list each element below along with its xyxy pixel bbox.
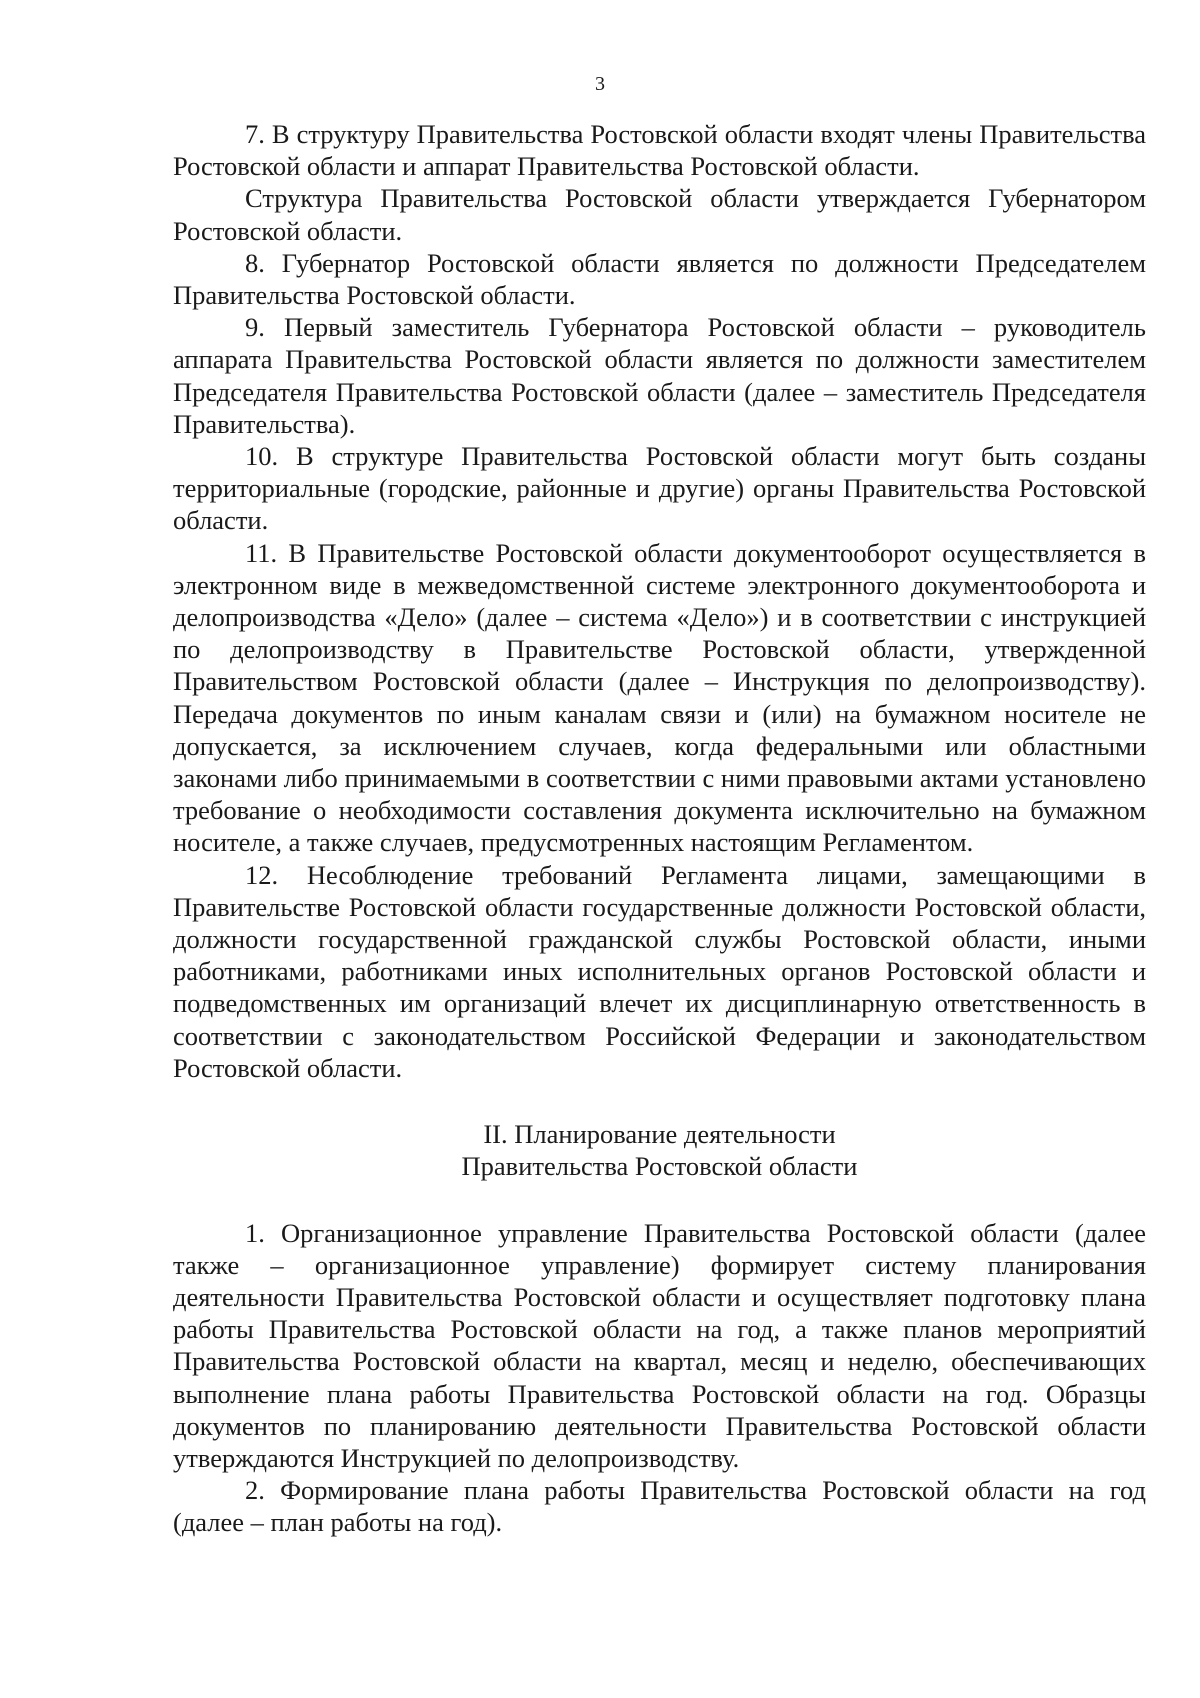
paragraph-8: 8. Губернатор Ростовской области является по должности Председателем Правительства Ростовской области. [173, 247, 1146, 311]
paragraph-10: 10. В структуре Правительства Ростовской области могут быть созданы территориальные (городские, районные и другие) органы Правительства Ростовской области. [173, 441, 1146, 536]
paragraph-12: 12. Несоблюдение требований Регламента лицами, замещающими в Правительстве Ростовской области государственные должности Ростовской области, должности государственной гражданской службы Ростовской области, иными работниками, работниками иных исполнительных органов Ростовской области и подведомственных им организаций влечет их дисциплинарную ответственность в соответствии с законодательством Российской Федерации и законодательством Ростовской области. [173, 859, 1146, 1083]
section2-paragraph-1: 1. Организационное управление Правительства Ростовской области (далее также – организационное управление) формирует систему планирования деятельности Правительства Ростовской области и осуществляет подготовку плана работы Правительства Ростовской области на год, а также планов мероприятий Правительства Ростовской области на квартал, месяц и неделю, обеспечивающих выполнение плана работы Правительства Ростовской области на год. Образцы документов по планированию деятельности Правительства Ростовской области утверждаются Инструкцией по делопроизводству. [173, 1217, 1146, 1473]
paragraph-11: 11. В Правительстве Ростовской области документооборот осуществляется в электронном виде в межведомственной системе электронного документооборота и делопроизводства «Дело» (далее – система «Дело») и в соответствии с инструкцией по делопроизводству в Правительстве Ростовской области, утвержденной Правительством Ростовской области (далее – Инструкция по делопроизводству). Передача документов по иным каналам связи и (или) на бумажном носителе не допускается, за исключением случаев, когда федеральными или областными законами либо принимаемыми в соответствии с ними правовыми актами установлено требование о необходимости составления документа исключительно на бумажном носителе, а также случаев, предусмотренных настоящим Регламентом. [173, 537, 1146, 858]
section2-paragraph-2: 2. Формирование плана работы Правительства Ростовской области на год (далее – план работы на год). [173, 1475, 1146, 1538]
section-heading-line-2: Правительства Ростовской области [461, 1151, 858, 1182]
document-body [173, 118, 1146, 1539]
paragraph-7-structure: Структура Правительства Ростовской области утверждается Губернатором Ростовской области. [173, 183, 1146, 246]
page-number: 3 [595, 73, 605, 95]
paragraph-7: 7. В структуру Правительства Ростовской области входят члены Правительства Ростовской области и аппарат Правительства Ростовской области. [173, 119, 1146, 182]
paragraph-9: 9. Первый заместитель Губернатора Ростовской области – руководитель аппарата Правительства Ростовской области является по должности заместителем Председателя Правительства Ростовской области (далее – заместитель Председателя Правительства). [173, 312, 1146, 439]
section-heading [173, 1118, 1146, 1182]
section-heading-line-1: II. Планирование деятельности [483, 1119, 836, 1150]
